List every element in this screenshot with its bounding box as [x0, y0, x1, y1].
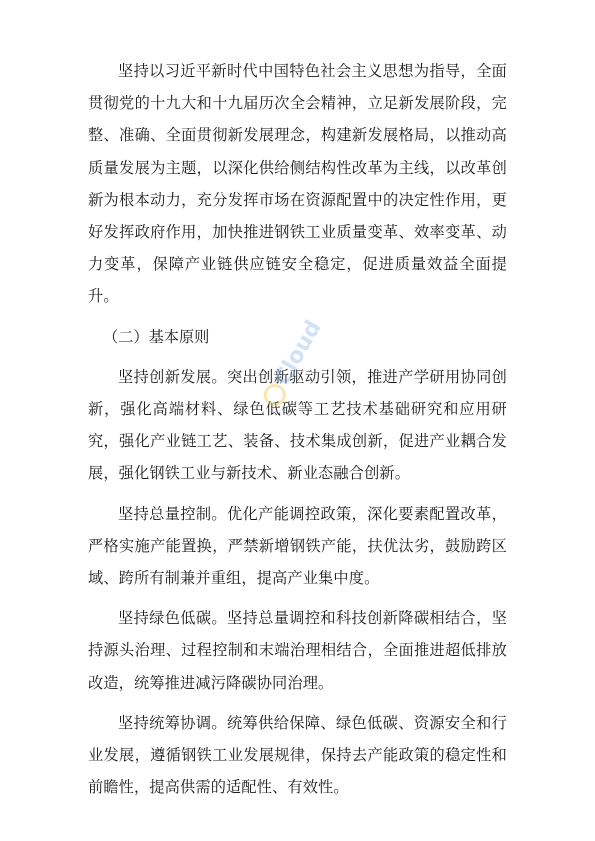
- paragraph-guiding-ideology: 坚持以习近平新时代中国特色社会主义思想为指导，全面贯彻党的十九大和十九届历次全会精神，立足新发展阶段，完整、准确、全面贯彻新发展理念，构建新发展格局，以推动高质量发展为主题，以深化供给侧结构性改革为主线，以改革创新为根本动力，充分发挥市场在资源配置中的决定性作用，更好发挥政府作用，加快推进钢铁工业质量变革、效率变革、动力变革，保障产业链供应链安全稳定，促进质量效益全面提升。: [88, 62, 507, 306]
- watermark-text: Cloud: [270, 316, 327, 390]
- paragraph-coordination: 坚持统筹协调。统筹供给保障、绿色低碳、资源安全和行业发展，遵循钢铁工业发展规律，保持去产能政策的稳定性和前瞻性，提高供需的适配性、有效性。: [88, 713, 507, 797]
- paragraph-total-control: 坚持总量控制。优化产能调控政策，深化要素配置改革，严格实施产能置换，严禁新增钢铁产能，扶优汰劣，鼓励跨区域、跨所有制兼并重组，提高产业集中度。: [88, 504, 507, 588]
- paragraph-green-low-carbon: 坚持绿色低碳。坚持总量调控和科技创新降碳相结合，坚持源头治理、过程控制和末端治理相结合，全面推进超低排放改造，统筹推进减污降碳协同治理。: [88, 609, 507, 692]
- section-heading-basic-principles: （二）基本原则: [103, 327, 210, 346]
- paragraph-innovation: 坚持创新发展。突出创新驱动引领，推进产学研用协同创新，强化高端材料、绿色低碳等工艺技术基础研究和应用研究，强化产业链工艺、装备、技术集成创新，促进产业耦合发展，强化钢铁工业与新技术、新业态融合创新。: [88, 367, 507, 483]
